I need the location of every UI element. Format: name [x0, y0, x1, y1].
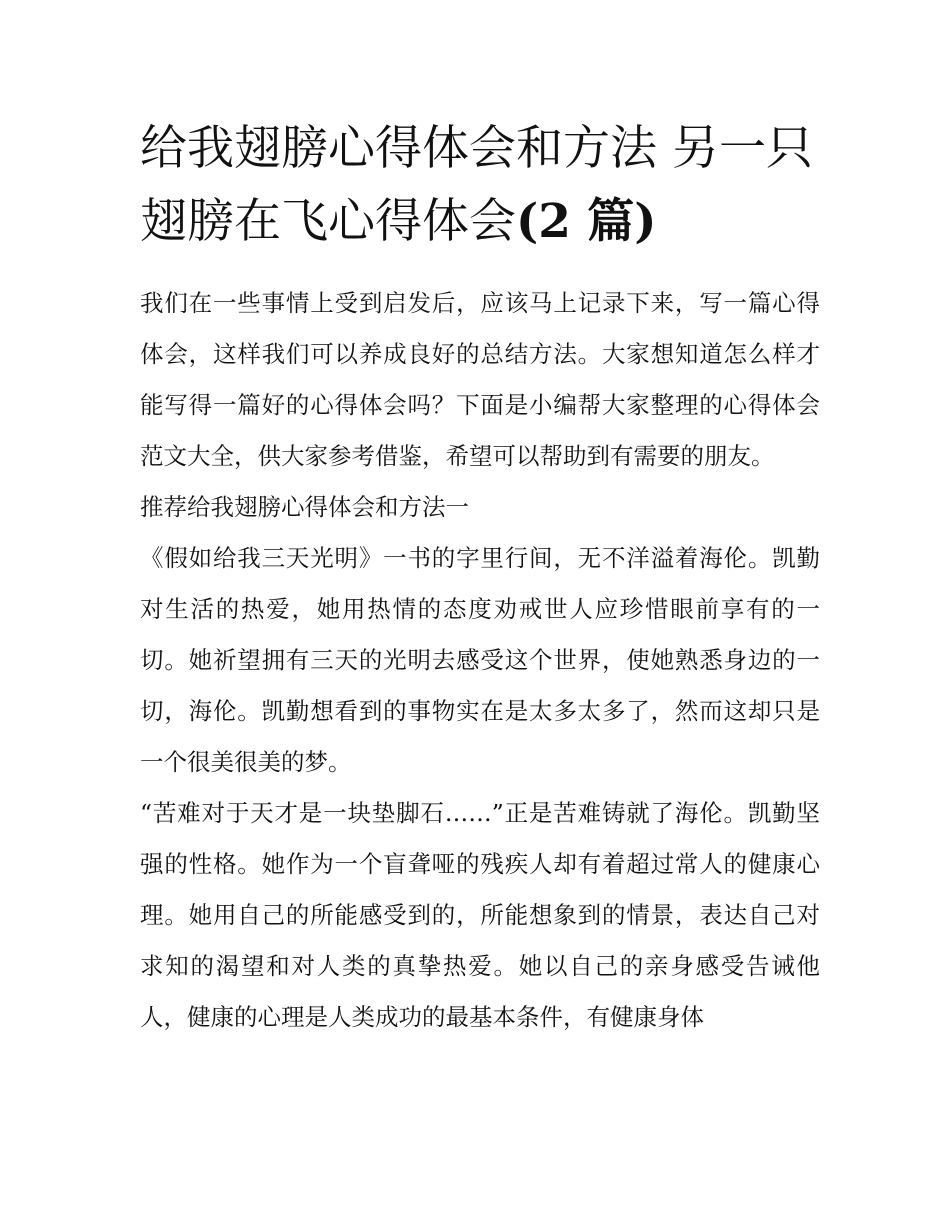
body-paragraph: 《假如给我三天光明》一书的字里行间，无不洋溢着海伦。凯勤对生活的热爱，她用热情的态度劝戒世人应珍惜眼前享有的一切。她祈望拥有三天的光明去感受这个世界，使她熟悉身边的一切，海伦。凯勤想看到的事物实在是太多太多了，然而这却只是一个很美很美的梦。: [140, 544, 820, 776]
intro-paragraph: 我们在一些事情上受到启发后，应该马上记录下来，写一篇心得体会，这样我们可以养成良好的总结方法。大家想知道怎么样才能写得一篇好的心得体会吗？下面是小编帮大家整理的心得体会范文大全，供大家参考借鉴，希望可以帮助到有需要的朋友。: [140, 289, 820, 470]
body-paragraph: “苦难对于天才是一块垫脚石……”正是苦难铸就了海伦。凯勤坚强的性格。她作为一个盲聋哑的残疾人却有着超过常人的健康心理。她用自己的所能感受到的，所能想象到的情景，表达自己对求知的渴望和对人类的真挚热爱。她以自己的亲身感受告诫他人，健康的心理是人类成功的最基本条件，有健康身体: [140, 799, 820, 1031]
title-suffix-text: (2 篇): [516, 194, 657, 249]
section-heading: 推荐给我翅膀心得体会和方法一: [140, 493, 469, 521]
title-main-text: 给我翅膀心得体会和方法 另一只翅膀在飞心得体会: [140, 121, 813, 249]
document-title: [140, 112, 820, 258]
document-body: [140, 278, 820, 1043]
